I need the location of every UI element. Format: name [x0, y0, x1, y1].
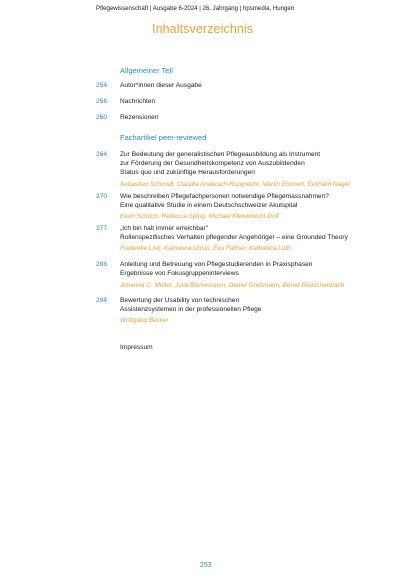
toc-entry-subtitle: Status quo und zukünftige Herausforderungen [120, 169, 255, 176]
toc-entry-subtitle: Eine qualitative Studie in einem Deutschschweizer Akutspital [120, 202, 298, 209]
toc-entry-title[interactable]: Nachrichten [120, 98, 156, 105]
page-number: 253 [200, 562, 212, 569]
toc-entry-subtitle: Ergebnisse von Fokusgruppeninterviews [120, 270, 239, 277]
toc-entry-page: 254 [96, 82, 108, 89]
toc-entry-title: Assistenzsystemen in der professionellen Pflege [120, 306, 262, 313]
toc-entry-title[interactable]: Autor*innen dieser Ausgabe [120, 82, 202, 89]
toc-entry-page: 260 [96, 114, 108, 121]
toc-entry-title: zur Förderung der Gesundheitskompetenz von Auszubildenden [120, 160, 305, 167]
impressum-link[interactable]: Impressum [120, 344, 153, 351]
toc-entry-authors: Sebastian Schmidt, Claudia Andersch-Rupprecht, Martin Emmert, Eckhard Nagel [120, 181, 350, 188]
section-title-peer-reviewed: Fachartikel peer-reviewed [120, 133, 207, 142]
toc-entry-title[interactable]: Zur Bedeutung der generalistischen Pflegeausbildung als Instrument [120, 151, 321, 158]
toc-entry-title[interactable]: Anleitung und Betreuung von Pflegestudierenden in Praxisphasen [120, 261, 313, 268]
page-title: Inhaltsverzeichnis [152, 22, 254, 36]
toc-entry-authors: Frederike Link, Katharina Unsin, Eva Faltner, Katharina Lüftl [120, 245, 291, 252]
toc-entry-authors: Johanna C. Müller, Julia Blumenstein, Daniel Großmann, Bernd Reuschenbach [120, 282, 345, 289]
toc-entry-page: 270 [96, 193, 108, 200]
toc-entry-page: 256 [96, 98, 108, 105]
toc-entry-page: 288 [96, 261, 108, 268]
toc-entry-subtitle: Rollenspezifisches Verhalten pflegender Angehöriger – eine Grounded Theory [120, 234, 348, 241]
toc-entry-page: 294 [96, 297, 108, 304]
running-head: Pflegewissenschaft | Ausgabe 6-2024 | 26. Jahrgang | hpsmedia, Hungen [96, 5, 295, 12]
toc-entry-authors: Wolfgang Becker [120, 317, 169, 324]
toc-entry-page: 264 [96, 151, 108, 158]
section-title-general: Allgemeiner Teil [120, 66, 173, 75]
toc-entry-authors: Karin Schoch, Rebecca Spirig, Michael Kleinknecht-Dolf [120, 213, 279, 220]
toc-entry-title[interactable]: Rezensionen [120, 114, 159, 121]
toc-entry-title[interactable]: Bewertung der Usability von technischen [120, 297, 240, 304]
toc-entry-title[interactable]: „Ich bin halt immer erreichbar" [120, 225, 209, 232]
toc-entry-title[interactable]: Wie beschreiben Pflegefachpersonen notwendige Pflegemassnahmen? [120, 193, 329, 200]
toc-entry-page: 277 [96, 225, 108, 232]
